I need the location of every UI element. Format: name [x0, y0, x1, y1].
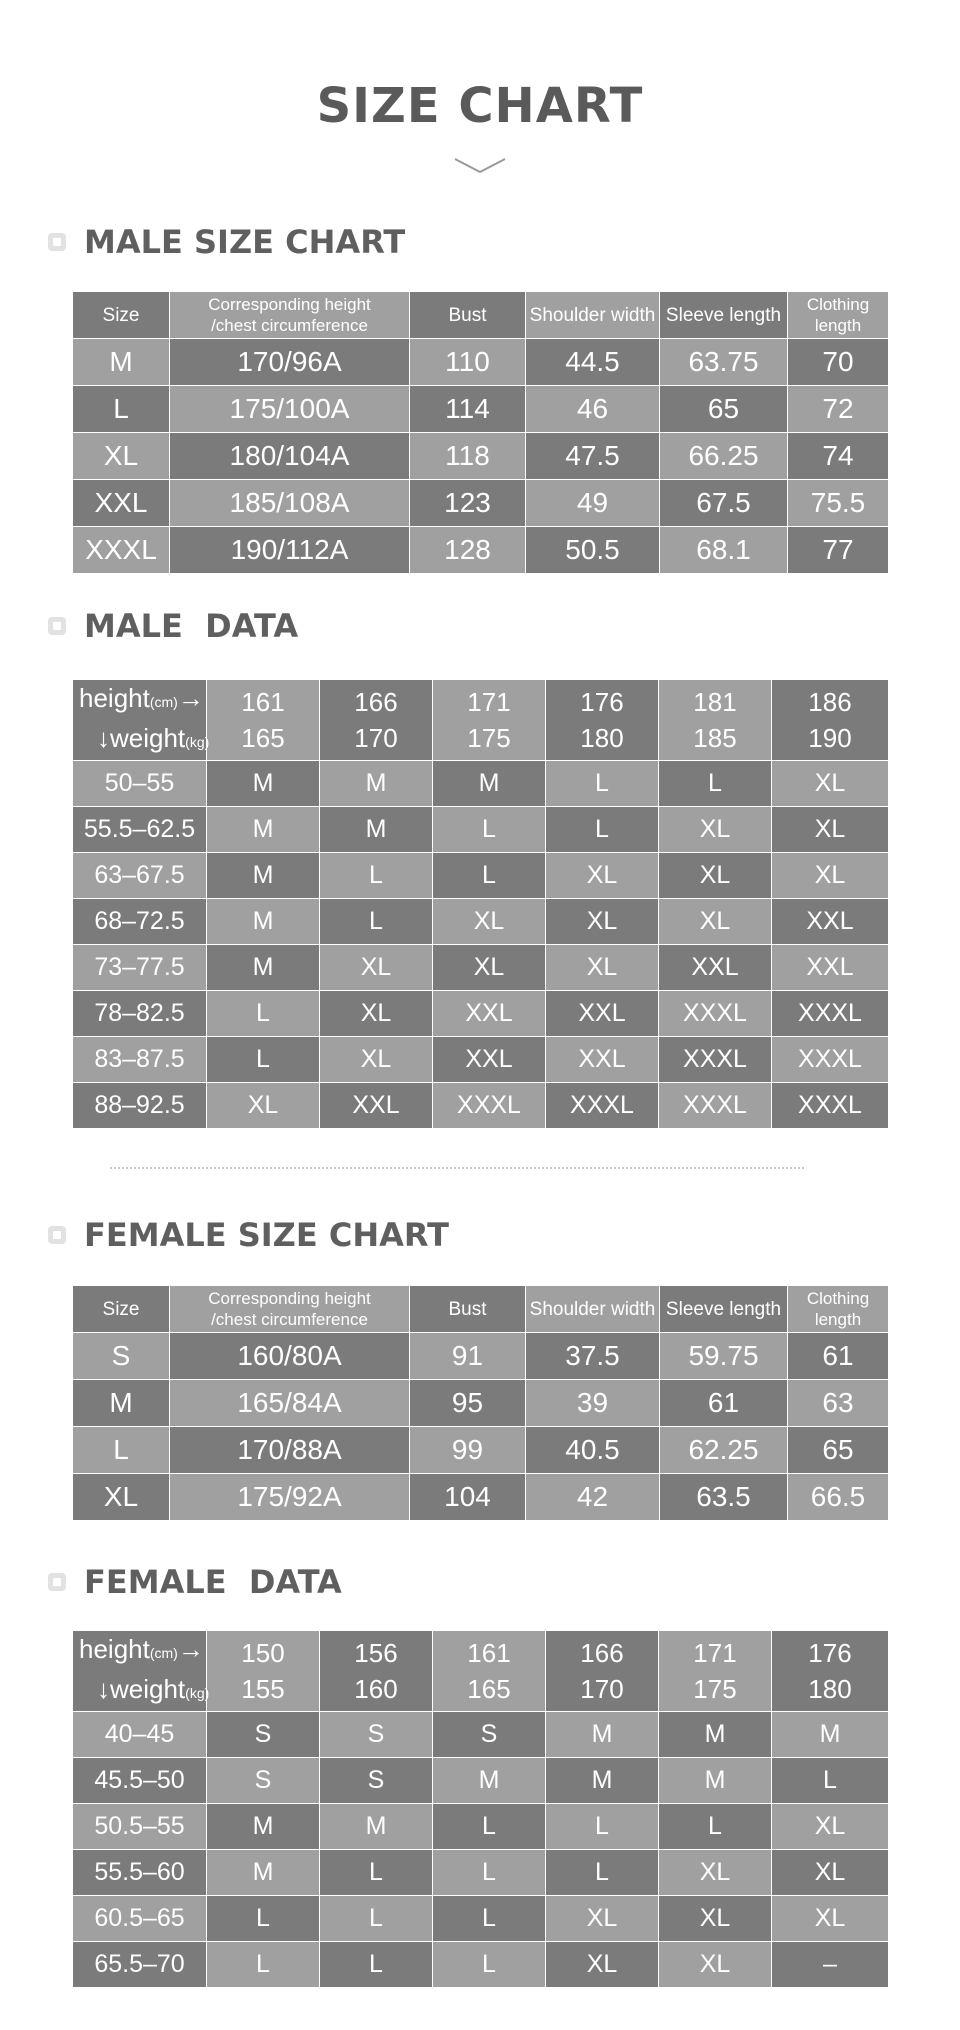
table-row	[73, 1380, 889, 1427]
height-range-header	[772, 1631, 889, 1712]
square-bullet-icon	[48, 1226, 66, 1244]
size-recommendation-cell: XXXL	[659, 991, 772, 1037]
size-recommendation-cell: M	[772, 1712, 889, 1758]
value-cell: 61	[660, 1380, 788, 1427]
weight-label: weight	[110, 723, 186, 753]
height-axis-label	[79, 680, 206, 720]
column-header: Size	[73, 1286, 170, 1333]
weight-label: weight	[110, 1674, 186, 1704]
male-size-chart-table	[72, 291, 889, 574]
size-recommendation-cell: XXXL	[772, 1037, 889, 1083]
male-size-chart-heading: MALE SIZE CHART	[48, 222, 405, 262]
weight-range-label: 83–87.5	[73, 1037, 207, 1083]
size-recommendation-cell: L	[546, 1804, 659, 1850]
height-from: 181	[693, 687, 737, 717]
table-row	[73, 433, 889, 480]
table-row	[73, 1037, 889, 1083]
size-cell: M	[73, 339, 170, 386]
size-recommendation-cell: S	[207, 1758, 320, 1804]
weight-range-label: 73–77.5	[73, 945, 207, 991]
arrow-down-icon: ↓	[97, 1674, 110, 1704]
size-recommendation-cell: S	[320, 1712, 433, 1758]
size-cell: L	[73, 1427, 170, 1474]
size-recommendation-cell: XXXL	[659, 1037, 772, 1083]
height-from: 166	[354, 687, 398, 717]
table-row	[73, 945, 889, 991]
size-recommendation-cell: L	[772, 1758, 889, 1804]
size-recommendation-cell: XL	[320, 1037, 433, 1083]
size-recommendation-cell: L	[433, 1850, 546, 1896]
size-recommendation-cell: M	[546, 1712, 659, 1758]
size-recommendation-cell: XL	[320, 991, 433, 1037]
arrow-right-icon: →	[177, 683, 204, 713]
size-recommendation-cell: XL	[659, 1850, 772, 1896]
female-size-chart-heading: FEMALE SIZE CHART	[48, 1215, 449, 1255]
value-cell: 66.25	[660, 433, 788, 480]
header-row	[73, 1286, 889, 1333]
size-recommendation-cell: XL	[546, 945, 659, 991]
table-row	[73, 1804, 889, 1850]
size-recommendation-cell: L	[320, 1896, 433, 1942]
value-cell: 114	[410, 386, 526, 433]
table-row	[73, 1333, 889, 1380]
size-recommendation-cell: XL	[772, 1804, 889, 1850]
value-cell: 110	[410, 339, 526, 386]
size-recommendation-cell: XXL	[772, 899, 889, 945]
height-range-header	[320, 1631, 433, 1712]
height-label: height	[79, 1634, 150, 1664]
female-data-heading: FEMALE DATA	[48, 1562, 342, 1602]
value-cell: 44.5	[526, 339, 660, 386]
table-row	[73, 807, 889, 853]
height-range-header	[207, 1631, 320, 1712]
value-cell: 190/112A	[170, 527, 410, 574]
height-from: 161	[241, 687, 285, 717]
value-cell: 175/100A	[170, 386, 410, 433]
column-header: Size	[73, 292, 170, 339]
corner-cell	[73, 1631, 210, 1712]
value-cell: 72	[788, 386, 889, 433]
size-recommendation-cell: M	[659, 1758, 772, 1804]
chevron-down-icon	[454, 158, 506, 174]
height-range-header	[659, 1631, 772, 1712]
height-range-header	[772, 680, 889, 761]
height-label: height	[79, 683, 150, 713]
size-recommendation-cell: –	[772, 1942, 889, 1988]
height-from: 161	[467, 1638, 511, 1668]
table-row	[73, 1758, 889, 1804]
value-cell: 49	[526, 480, 660, 527]
size-recommendation-cell: L	[546, 761, 659, 807]
size-recommendation-cell: L	[320, 853, 433, 899]
weight-range-label: 45.5–50	[73, 1758, 207, 1804]
size-recommendation-cell: XXL	[546, 1037, 659, 1083]
value-cell: 39	[526, 1380, 660, 1427]
size-recommendation-cell: M	[320, 761, 433, 807]
height-range-header	[546, 1631, 659, 1712]
height-to: 180	[808, 1674, 852, 1704]
size-recommendation-cell: L	[207, 1942, 320, 1988]
value-cell: 104	[410, 1474, 526, 1521]
table-row	[73, 1474, 889, 1521]
section-divider	[110, 1167, 804, 1169]
height-to: 165	[241, 723, 285, 753]
arrow-right-icon: →	[177, 1634, 204, 1664]
size-recommendation-cell: XXXL	[546, 1083, 659, 1129]
column-header	[170, 292, 410, 339]
size-recommendation-cell: XL	[320, 945, 433, 991]
arrow-down-icon: ↓	[97, 723, 110, 753]
male-data-heading: MALE DATA	[48, 606, 298, 646]
size-recommendation-cell: M	[546, 1758, 659, 1804]
weight-axis-label	[79, 1671, 210, 1711]
weight-axis-label	[79, 720, 210, 760]
value-cell: 67.5	[660, 480, 788, 527]
size-recommendation-cell: L	[546, 807, 659, 853]
size-recommendation-cell: XXL	[433, 991, 546, 1037]
weight-range-label: 88–92.5	[73, 1083, 207, 1129]
size-recommendation-cell: L	[433, 807, 546, 853]
header-row	[73, 292, 889, 339]
height-to: 170	[354, 723, 398, 753]
column-header: Shoulder width	[526, 1286, 660, 1333]
size-recommendation-cell: M	[433, 1758, 546, 1804]
value-cell: 63.5	[660, 1474, 788, 1521]
size-cell: XL	[73, 433, 170, 480]
size-recommendation-cell: L	[207, 1037, 320, 1083]
table-row	[73, 853, 889, 899]
size-recommendation-cell: M	[207, 1850, 320, 1896]
size-recommendation-cell: M	[207, 807, 320, 853]
value-cell: 40.5	[526, 1427, 660, 1474]
size-recommendation-cell: XL	[546, 899, 659, 945]
table-row	[73, 1083, 889, 1129]
corner-cell	[73, 680, 210, 761]
size-recommendation-cell: M	[207, 761, 320, 807]
table-row	[73, 527, 889, 574]
size-recommendation-cell: M	[207, 945, 320, 991]
height-range-header	[207, 680, 320, 761]
height-to: 185	[693, 723, 737, 753]
size-recommendation-cell: S	[433, 1712, 546, 1758]
table-row	[73, 386, 889, 433]
weight-range-label: 50–55	[73, 761, 207, 807]
column-header: Sleeve length	[660, 1286, 788, 1333]
header-row	[73, 680, 889, 761]
value-cell: 42	[526, 1474, 660, 1521]
column-header-line: Corresponding height	[208, 1289, 371, 1308]
weight-unit: (kg)	[185, 1685, 210, 1701]
size-recommendation-cell: S	[320, 1758, 433, 1804]
weight-unit: (kg)	[185, 734, 210, 750]
size-recommendation-cell: XXL	[772, 945, 889, 991]
size-recommendation-cell: XL	[659, 853, 772, 899]
size-recommendation-cell: L	[433, 1804, 546, 1850]
value-cell: 175/92A	[170, 1474, 410, 1521]
size-recommendation-cell: XL	[772, 761, 889, 807]
size-recommendation-cell: L	[433, 1896, 546, 1942]
column-header	[788, 292, 889, 339]
weight-range-label: 55.5–60	[73, 1850, 207, 1896]
table-row	[73, 1850, 889, 1896]
table-row	[73, 761, 889, 807]
column-header-line: Corresponding height	[208, 295, 371, 314]
column-header-line: /chest circumference	[211, 1310, 368, 1329]
size-recommendation-cell: M	[320, 1804, 433, 1850]
size-recommendation-cell: XL	[772, 853, 889, 899]
size-cell: M	[73, 1380, 170, 1427]
size-recommendation-cell: XL	[433, 945, 546, 991]
value-cell: 160/80A	[170, 1333, 410, 1380]
value-cell: 66.5	[788, 1474, 889, 1521]
height-to: 175	[693, 1674, 737, 1704]
female-size-chart-table	[72, 1285, 889, 1521]
column-header: Sleeve length	[660, 292, 788, 339]
column-header	[788, 1286, 889, 1333]
size-cell: XXXL	[73, 527, 170, 574]
size-recommendation-cell: XXXL	[433, 1083, 546, 1129]
column-header: Bust	[410, 292, 526, 339]
size-recommendation-cell: M	[659, 1712, 772, 1758]
height-to: 190	[808, 723, 852, 753]
value-cell: 165/84A	[170, 1380, 410, 1427]
size-recommendation-cell: L	[433, 1942, 546, 1988]
value-cell: 123	[410, 480, 526, 527]
size-cell: S	[73, 1333, 170, 1380]
column-header-line: length	[814, 316, 862, 335]
size-recommendation-cell: M	[320, 807, 433, 853]
size-recommendation-cell: XXL	[659, 945, 772, 991]
value-cell: 65	[788, 1427, 889, 1474]
table-row	[73, 1896, 889, 1942]
size-recommendation-cell: L	[207, 1896, 320, 1942]
weight-range-label: 68–72.5	[73, 899, 207, 945]
size-recommendation-cell: XXXL	[772, 1083, 889, 1129]
value-cell: 47.5	[526, 433, 660, 480]
height-to: 160	[354, 1674, 398, 1704]
value-cell: 68.1	[660, 527, 788, 574]
weight-range-label: 60.5–65	[73, 1896, 207, 1942]
table-row	[73, 480, 889, 527]
size-recommendation-cell: XXL	[546, 991, 659, 1037]
square-bullet-icon	[48, 617, 66, 635]
column-header: Shoulder width	[526, 292, 660, 339]
table-row	[73, 899, 889, 945]
size-recommendation-cell: L	[320, 1942, 433, 1988]
size-recommendation-cell: XL	[772, 1896, 889, 1942]
column-header	[170, 1286, 410, 1333]
table-row	[73, 1427, 889, 1474]
header-row	[73, 1631, 889, 1712]
height-from: 176	[580, 687, 624, 717]
table-row	[73, 1942, 889, 1988]
size-recommendation-cell: L	[659, 761, 772, 807]
size-recommendation-cell: XL	[772, 807, 889, 853]
height-range-header	[433, 680, 546, 761]
value-cell: 185/108A	[170, 480, 410, 527]
value-cell: 61	[788, 1333, 889, 1380]
size-recommendation-cell: XL	[546, 1942, 659, 1988]
size-recommendation-cell: XXXL	[772, 991, 889, 1037]
weight-range-label: 65.5–70	[73, 1942, 207, 1988]
page-title: SIZE CHART	[316, 78, 644, 134]
column-header: Bust	[410, 1286, 526, 1333]
height-from: 176	[808, 1638, 852, 1668]
value-cell: 95	[410, 1380, 526, 1427]
column-header-line: Clothing	[806, 295, 870, 314]
height-from: 186	[808, 687, 852, 717]
size-recommendation-cell: M	[207, 1804, 320, 1850]
table-row	[73, 991, 889, 1037]
size-recommendation-cell: XL	[772, 1850, 889, 1896]
square-bullet-icon	[48, 1573, 66, 1591]
size-recommendation-cell: M	[207, 853, 320, 899]
column-header-line: length	[814, 1310, 862, 1329]
value-cell: 70	[788, 339, 889, 386]
size-cell: XXL	[73, 480, 170, 527]
size-recommendation-cell: XXXL	[659, 1083, 772, 1129]
weight-range-label: 55.5–62.5	[73, 807, 207, 853]
value-cell: 63	[788, 1380, 889, 1427]
weight-range-label: 40–45	[73, 1712, 207, 1758]
value-cell: 128	[410, 527, 526, 574]
size-recommendation-cell: XXL	[320, 1083, 433, 1129]
size-recommendation-cell: L	[546, 1850, 659, 1896]
column-header-line: /chest circumference	[211, 316, 368, 335]
height-to: 155	[241, 1674, 285, 1704]
value-cell: 99	[410, 1427, 526, 1474]
height-from: 166	[580, 1638, 624, 1668]
height-to: 180	[580, 723, 624, 753]
value-cell: 37.5	[526, 1333, 660, 1380]
size-recommendation-cell: XL	[659, 807, 772, 853]
value-cell: 180/104A	[170, 433, 410, 480]
value-cell: 74	[788, 433, 889, 480]
height-to: 175	[467, 723, 511, 753]
size-recommendation-cell: XL	[659, 899, 772, 945]
size-recommendation-cell: L	[433, 853, 546, 899]
value-cell: 170/96A	[170, 339, 410, 386]
size-recommendation-cell: XL	[546, 1896, 659, 1942]
height-axis-label	[79, 1631, 206, 1671]
square-bullet-icon	[48, 233, 66, 251]
value-cell: 62.25	[660, 1427, 788, 1474]
value-cell: 91	[410, 1333, 526, 1380]
height-range-header	[546, 680, 659, 761]
size-recommendation-cell: XL	[659, 1896, 772, 1942]
male-data-table	[72, 679, 889, 1129]
value-cell: 50.5	[526, 527, 660, 574]
height-from: 171	[467, 687, 511, 717]
weight-range-label: 50.5–55	[73, 1804, 207, 1850]
size-recommendation-cell: L	[320, 899, 433, 945]
height-unit: (cm)	[149, 694, 178, 710]
size-cell: L	[73, 386, 170, 433]
value-cell: 118	[410, 433, 526, 480]
value-cell: 59.75	[660, 1333, 788, 1380]
size-recommendation-cell: M	[207, 899, 320, 945]
size-recommendation-cell: S	[207, 1712, 320, 1758]
size-recommendation-cell: XL	[659, 1942, 772, 1988]
weight-range-label: 78–82.5	[73, 991, 207, 1037]
value-cell: 77	[788, 527, 889, 574]
height-range-header	[433, 1631, 546, 1712]
female-data-table	[72, 1630, 889, 1988]
column-header-line: Clothing	[806, 1289, 870, 1308]
table-row	[73, 1712, 889, 1758]
size-cell: XL	[73, 1474, 170, 1521]
value-cell: 75.5	[788, 480, 889, 527]
value-cell: 46	[526, 386, 660, 433]
height-from: 156	[354, 1638, 398, 1668]
height-to: 170	[580, 1674, 624, 1704]
size-recommendation-cell: M	[433, 761, 546, 807]
size-recommendation-cell: XL	[207, 1083, 320, 1129]
height-range-header	[320, 680, 433, 761]
height-range-header	[659, 680, 772, 761]
value-cell: 170/88A	[170, 1427, 410, 1474]
height-from: 171	[693, 1638, 737, 1668]
table-row	[73, 339, 889, 386]
size-recommendation-cell: XXL	[433, 1037, 546, 1083]
weight-range-label: 63–67.5	[73, 853, 207, 899]
size-recommendation-cell: XL	[546, 853, 659, 899]
height-to: 165	[467, 1674, 511, 1704]
value-cell: 65	[660, 386, 788, 433]
size-recommendation-cell: XL	[433, 899, 546, 945]
size-recommendation-cell: L	[659, 1804, 772, 1850]
height-unit: (cm)	[149, 1645, 178, 1661]
height-from: 150	[241, 1638, 285, 1668]
size-recommendation-cell: L	[320, 1850, 433, 1896]
size-recommendation-cell: L	[207, 991, 320, 1037]
value-cell: 63.75	[660, 339, 788, 386]
